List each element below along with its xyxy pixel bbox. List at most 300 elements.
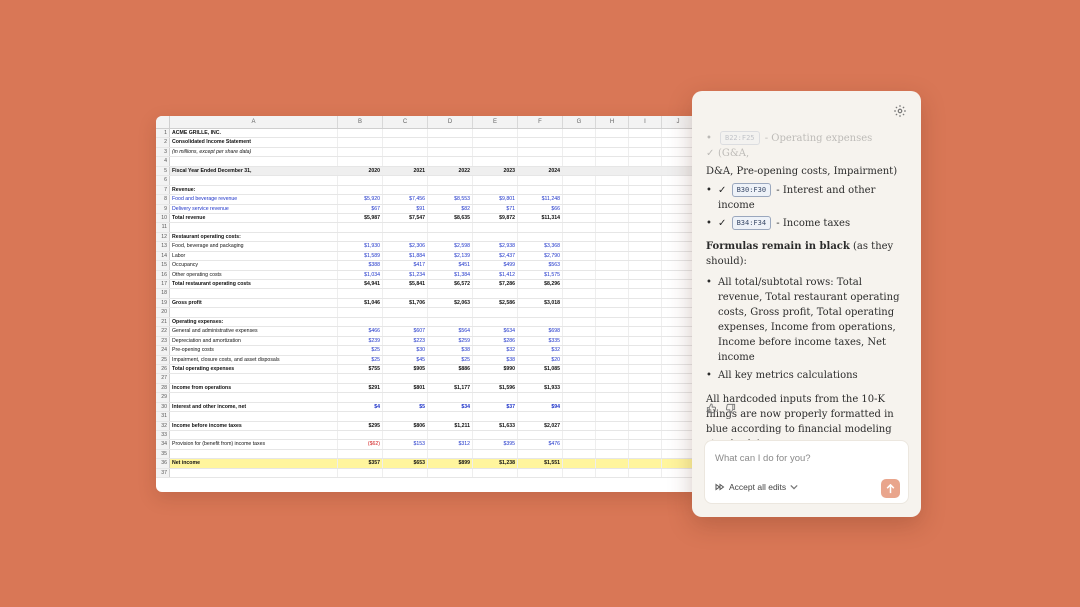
cell-empty[interactable] xyxy=(662,223,695,231)
row-number[interactable]: 18 xyxy=(156,289,170,297)
cell-value[interactable] xyxy=(338,374,383,382)
cell-empty[interactable] xyxy=(563,167,596,175)
cell-empty[interactable] xyxy=(563,129,596,137)
cell-label[interactable] xyxy=(170,289,338,297)
cell-empty[interactable] xyxy=(662,346,695,354)
cell-label[interactable]: Occupancy xyxy=(170,261,338,269)
row-number[interactable]: 6 xyxy=(156,176,170,184)
cell-empty[interactable] xyxy=(563,223,596,231)
cell-empty[interactable] xyxy=(563,450,596,458)
cell-empty[interactable] xyxy=(662,384,695,392)
cell-label[interactable]: Revenue: xyxy=(170,186,338,194)
row-number[interactable]: 4 xyxy=(156,157,170,165)
cell-value[interactable] xyxy=(473,450,518,458)
cell-empty[interactable] xyxy=(563,242,596,250)
cell-empty[interactable] xyxy=(596,214,629,222)
cell-empty[interactable] xyxy=(629,176,662,184)
cell-empty[interactable] xyxy=(596,271,629,279)
cell-value[interactable]: $5,920 xyxy=(338,195,383,203)
cell-value[interactable]: $1,384 xyxy=(428,271,473,279)
cell-value[interactable] xyxy=(428,431,473,439)
row-number[interactable]: 30 xyxy=(156,403,170,411)
cell-empty[interactable] xyxy=(662,403,695,411)
cell-empty[interactable] xyxy=(596,346,629,354)
cell-value[interactable] xyxy=(518,233,563,241)
cell-empty[interactable] xyxy=(563,138,596,146)
row-number[interactable]: 21 xyxy=(156,318,170,326)
cell-label[interactable]: Interest and other income, net xyxy=(170,403,338,411)
column-header-a[interactable]: A xyxy=(170,116,338,128)
cell-value[interactable]: $3,368 xyxy=(518,242,563,250)
cell-empty[interactable] xyxy=(662,157,695,165)
cell-label[interactable]: ACME GRILLE, INC. xyxy=(170,129,338,137)
row-number[interactable]: 33 xyxy=(156,431,170,439)
cell-label[interactable] xyxy=(170,412,338,420)
cell-value[interactable]: $634 xyxy=(473,327,518,335)
cell-empty[interactable] xyxy=(596,176,629,184)
cell-value[interactable] xyxy=(518,157,563,165)
cell-empty[interactable] xyxy=(629,214,662,222)
cell-empty[interactable] xyxy=(563,233,596,241)
cell-value[interactable]: $357 xyxy=(338,459,383,467)
cell-empty[interactable] xyxy=(629,374,662,382)
cell-value[interactable]: $45 xyxy=(383,356,428,364)
cell-empty[interactable] xyxy=(596,299,629,307)
cell-value[interactable] xyxy=(338,157,383,165)
cell-empty[interactable] xyxy=(563,186,596,194)
cell-value[interactable]: $11,248 xyxy=(518,195,563,203)
cell-empty[interactable] xyxy=(596,195,629,203)
row-number[interactable]: 29 xyxy=(156,393,170,401)
cell-empty[interactable] xyxy=(629,459,662,467)
cell-empty[interactable] xyxy=(563,374,596,382)
row-number[interactable]: 17 xyxy=(156,280,170,288)
cell-value[interactable]: $66 xyxy=(518,205,563,213)
cell-empty[interactable] xyxy=(596,327,629,335)
cell-value[interactable] xyxy=(428,148,473,156)
row-number[interactable]: 10 xyxy=(156,214,170,222)
cell-empty[interactable] xyxy=(563,384,596,392)
cell-label[interactable]: Operating expenses: xyxy=(170,318,338,326)
cell-empty[interactable] xyxy=(629,327,662,335)
cell-value[interactable] xyxy=(383,148,428,156)
cell-value[interactable]: $291 xyxy=(338,384,383,392)
cell-value[interactable] xyxy=(338,223,383,231)
cell-empty[interactable] xyxy=(563,148,596,156)
cell-value[interactable]: $801 xyxy=(383,384,428,392)
cell-value[interactable]: $563 xyxy=(518,261,563,269)
cell-value[interactable] xyxy=(473,469,518,477)
cell-value[interactable] xyxy=(428,374,473,382)
row-number[interactable]: 23 xyxy=(156,337,170,345)
cell-empty[interactable] xyxy=(596,412,629,420)
cell-value[interactable] xyxy=(428,138,473,146)
column-header-c[interactable]: C xyxy=(383,116,428,128)
cell-value[interactable]: $466 xyxy=(338,327,383,335)
cell-empty[interactable] xyxy=(662,271,695,279)
cell-empty[interactable] xyxy=(563,459,596,467)
cell-empty[interactable] xyxy=(629,393,662,401)
cell-value[interactable]: $67 xyxy=(338,205,383,213)
cell-value[interactable] xyxy=(338,129,383,137)
cell-value[interactable] xyxy=(473,374,518,382)
cell-value[interactable]: $2,790 xyxy=(518,252,563,260)
row-number[interactable]: 27 xyxy=(156,374,170,382)
cell-value[interactable] xyxy=(428,157,473,165)
cell-value[interactable] xyxy=(518,176,563,184)
cell-value[interactable]: $1,412 xyxy=(473,271,518,279)
column-header-h[interactable]: H xyxy=(596,116,629,128)
range-chip-b34-f34[interactable]: B34:F34 xyxy=(732,216,772,230)
cell-value[interactable] xyxy=(383,308,428,316)
cell-empty[interactable] xyxy=(563,205,596,213)
cell-value[interactable]: $2,139 xyxy=(428,252,473,260)
cell-empty[interactable] xyxy=(596,233,629,241)
cell-empty[interactable] xyxy=(629,195,662,203)
cell-label[interactable]: Consolidated Income Statement xyxy=(170,138,338,146)
cell-empty[interactable] xyxy=(662,176,695,184)
cell-value[interactable]: $312 xyxy=(428,440,473,448)
row-number[interactable]: 32 xyxy=(156,422,170,430)
column-header-f[interactable]: F xyxy=(518,116,563,128)
cell-value[interactable]: $2,027 xyxy=(518,422,563,430)
cell-empty[interactable] xyxy=(629,148,662,156)
cell-label[interactable]: Gross profit xyxy=(170,299,338,307)
cell-label[interactable]: Labor xyxy=(170,252,338,260)
row-number[interactable]: 14 xyxy=(156,252,170,260)
cell-empty[interactable] xyxy=(563,422,596,430)
cell-value[interactable]: $899 xyxy=(428,459,473,467)
cell-value[interactable]: $1,177 xyxy=(428,384,473,392)
cell-empty[interactable] xyxy=(629,280,662,288)
cell-label[interactable] xyxy=(170,308,338,316)
cell-label[interactable]: (in millions, except per share data) xyxy=(170,148,338,156)
cell-value[interactable]: $8,635 xyxy=(428,214,473,222)
cell-empty[interactable] xyxy=(662,148,695,156)
column-header-d[interactable]: D xyxy=(428,116,473,128)
cell-empty[interactable] xyxy=(563,195,596,203)
cell-empty[interactable] xyxy=(662,129,695,137)
cell-label[interactable] xyxy=(170,223,338,231)
cell-empty[interactable] xyxy=(596,289,629,297)
cell-empty[interactable] xyxy=(563,308,596,316)
cell-value[interactable]: $5 xyxy=(383,403,428,411)
cell-value[interactable] xyxy=(518,318,563,326)
row-number[interactable]: 19 xyxy=(156,299,170,307)
cell-label[interactable]: Food and beverage revenue xyxy=(170,195,338,203)
cell-empty[interactable] xyxy=(629,129,662,137)
cell-empty[interactable] xyxy=(629,167,662,175)
cell-value[interactable]: $5,987 xyxy=(338,214,383,222)
cell-empty[interactable] xyxy=(662,289,695,297)
cell-value[interactable] xyxy=(473,148,518,156)
cell-empty[interactable] xyxy=(596,337,629,345)
cell-value[interactable] xyxy=(383,393,428,401)
cell-value[interactable]: $34 xyxy=(428,403,473,411)
cell-value[interactable] xyxy=(428,469,473,477)
cell-value[interactable]: $2,437 xyxy=(473,252,518,260)
cell-empty[interactable] xyxy=(629,299,662,307)
cell-value[interactable] xyxy=(338,393,383,401)
cell-value[interactable]: $417 xyxy=(383,261,428,269)
cell-value[interactable] xyxy=(428,129,473,137)
cell-value[interactable] xyxy=(383,176,428,184)
cell-empty[interactable] xyxy=(629,242,662,250)
cell-value[interactable] xyxy=(383,374,428,382)
cell-value[interactable]: $7,286 xyxy=(473,280,518,288)
cell-empty[interactable] xyxy=(629,346,662,354)
cell-value[interactable]: 2022 xyxy=(428,167,473,175)
cell-value[interactable]: $388 xyxy=(338,261,383,269)
cell-label[interactable]: General and administrative expenses xyxy=(170,327,338,335)
cell-value[interactable]: $1,575 xyxy=(518,271,563,279)
cell-value[interactable]: $886 xyxy=(428,365,473,373)
cell-value[interactable] xyxy=(473,138,518,146)
select-all-corner[interactable] xyxy=(156,116,170,128)
cell-value[interactable]: $2,598 xyxy=(428,242,473,250)
cell-empty[interactable] xyxy=(629,384,662,392)
cell-label[interactable]: Provision for (benefit from) income taxes xyxy=(170,440,338,448)
cell-empty[interactable] xyxy=(563,356,596,364)
cell-label[interactable] xyxy=(170,374,338,382)
cell-empty[interactable] xyxy=(662,280,695,288)
cell-empty[interactable] xyxy=(629,233,662,241)
cell-value[interactable] xyxy=(428,308,473,316)
cell-empty[interactable] xyxy=(662,440,695,448)
cell-value[interactable]: $1,211 xyxy=(428,422,473,430)
cell-empty[interactable] xyxy=(662,167,695,175)
cell-value[interactable]: $476 xyxy=(518,440,563,448)
cell-empty[interactable] xyxy=(596,318,629,326)
cell-value[interactable]: $335 xyxy=(518,337,563,345)
cell-value[interactable] xyxy=(383,157,428,165)
cell-value[interactable]: $295 xyxy=(338,422,383,430)
cell-empty[interactable] xyxy=(596,440,629,448)
cell-value[interactable] xyxy=(338,186,383,194)
cell-value[interactable] xyxy=(383,469,428,477)
cell-empty[interactable] xyxy=(662,195,695,203)
row-number[interactable]: 22 xyxy=(156,327,170,335)
cell-value[interactable]: $4 xyxy=(338,403,383,411)
cell-value[interactable]: $1,596 xyxy=(473,384,518,392)
cell-empty[interactable] xyxy=(629,440,662,448)
cell-value[interactable]: $1,234 xyxy=(383,271,428,279)
cell-empty[interactable] xyxy=(563,327,596,335)
cell-value[interactable]: $1,085 xyxy=(518,365,563,373)
cell-empty[interactable] xyxy=(662,337,695,345)
cell-empty[interactable] xyxy=(629,365,662,373)
cell-empty[interactable] xyxy=(629,412,662,420)
cell-value[interactable] xyxy=(518,431,563,439)
thumbs-up-icon[interactable] xyxy=(706,403,717,414)
row-number[interactable]: 25 xyxy=(156,356,170,364)
cell-value[interactable] xyxy=(428,393,473,401)
cell-empty[interactable] xyxy=(662,422,695,430)
cell-value[interactable]: $1,633 xyxy=(473,422,518,430)
cell-value[interactable]: $38 xyxy=(428,346,473,354)
cell-empty[interactable] xyxy=(662,214,695,222)
row-number[interactable]: 15 xyxy=(156,261,170,269)
range-chip-b30-f30[interactable]: B30:F30 xyxy=(732,183,772,197)
cell-value[interactable]: $4,941 xyxy=(338,280,383,288)
cell-value[interactable] xyxy=(383,289,428,297)
cell-empty[interactable] xyxy=(596,129,629,137)
cell-empty[interactable] xyxy=(629,422,662,430)
cell-empty[interactable] xyxy=(662,186,695,194)
cell-label[interactable]: Total restaurant operating costs xyxy=(170,280,338,288)
cell-value[interactable] xyxy=(428,289,473,297)
cell-empty[interactable] xyxy=(662,365,695,373)
cell-empty[interactable] xyxy=(629,271,662,279)
cell-label[interactable] xyxy=(170,157,338,165)
cell-empty[interactable] xyxy=(596,205,629,213)
cell-value[interactable]: $607 xyxy=(383,327,428,335)
cell-empty[interactable] xyxy=(662,469,695,477)
cell-value[interactable] xyxy=(518,412,563,420)
cell-label[interactable] xyxy=(170,393,338,401)
cell-label[interactable]: Depreciation and amortization xyxy=(170,337,338,345)
cell-label[interactable]: Income before income taxes xyxy=(170,422,338,430)
cell-value[interactable] xyxy=(518,129,563,137)
cell-value[interactable] xyxy=(383,129,428,137)
cell-value[interactable]: $9,801 xyxy=(473,195,518,203)
cell-empty[interactable] xyxy=(662,205,695,213)
cell-value[interactable] xyxy=(518,138,563,146)
cell-value[interactable] xyxy=(383,233,428,241)
cell-value[interactable]: $499 xyxy=(473,261,518,269)
row-number[interactable]: 37 xyxy=(156,469,170,477)
cell-value[interactable] xyxy=(338,308,383,316)
cell-value[interactable] xyxy=(338,469,383,477)
cell-label[interactable]: Delivery service revenue xyxy=(170,205,338,213)
cell-value[interactable] xyxy=(383,223,428,231)
cell-value[interactable] xyxy=(473,233,518,241)
cell-value[interactable]: $91 xyxy=(383,205,428,213)
cell-value[interactable]: $8,553 xyxy=(428,195,473,203)
cell-empty[interactable] xyxy=(596,223,629,231)
cell-value[interactable]: $153 xyxy=(383,440,428,448)
cell-value[interactable] xyxy=(473,431,518,439)
cell-value[interactable]: $7,456 xyxy=(383,195,428,203)
column-header-g[interactable]: G xyxy=(563,116,596,128)
cell-value[interactable]: $25 xyxy=(428,356,473,364)
row-number[interactable]: 31 xyxy=(156,412,170,420)
cell-empty[interactable] xyxy=(596,365,629,373)
row-number[interactable]: 5 xyxy=(156,167,170,175)
cell-value[interactable] xyxy=(518,289,563,297)
cell-value[interactable]: $82 xyxy=(428,205,473,213)
row-number[interactable]: 2 xyxy=(156,138,170,146)
cell-empty[interactable] xyxy=(629,356,662,364)
row-number[interactable]: 8 xyxy=(156,195,170,203)
cell-empty[interactable] xyxy=(563,176,596,184)
cell-empty[interactable] xyxy=(596,280,629,288)
cell-value[interactable]: $25 xyxy=(338,356,383,364)
cell-value[interactable] xyxy=(383,450,428,458)
cell-empty[interactable] xyxy=(596,469,629,477)
cell-empty[interactable] xyxy=(629,318,662,326)
cell-label[interactable] xyxy=(170,176,338,184)
cell-empty[interactable] xyxy=(596,148,629,156)
cell-value[interactable] xyxy=(428,186,473,194)
cell-value[interactable] xyxy=(473,318,518,326)
cell-empty[interactable] xyxy=(629,431,662,439)
cell-value[interactable]: $653 xyxy=(383,459,428,467)
cell-value[interactable]: $698 xyxy=(518,327,563,335)
cell-value[interactable]: 2020 xyxy=(338,167,383,175)
cell-empty[interactable] xyxy=(596,422,629,430)
cell-empty[interactable] xyxy=(596,431,629,439)
cell-empty[interactable] xyxy=(662,242,695,250)
cell-value[interactable]: $7,547 xyxy=(383,214,428,222)
cell-value[interactable]: ($62) xyxy=(338,440,383,448)
cell-empty[interactable] xyxy=(662,252,695,260)
accept-all-edits-button[interactable] xyxy=(715,482,798,492)
message-input[interactable] xyxy=(715,450,895,466)
cell-empty[interactable] xyxy=(596,459,629,467)
cell-value[interactable] xyxy=(518,374,563,382)
cell-value[interactable] xyxy=(383,138,428,146)
cell-value[interactable] xyxy=(428,450,473,458)
cell-empty[interactable] xyxy=(662,308,695,316)
cell-empty[interactable] xyxy=(563,337,596,345)
row-number[interactable]: 35 xyxy=(156,450,170,458)
cell-empty[interactable] xyxy=(662,431,695,439)
cell-label[interactable]: Impairment, closure costs, and asset disposals xyxy=(170,356,338,364)
cell-value[interactable] xyxy=(473,186,518,194)
cell-value[interactable]: 2024 xyxy=(518,167,563,175)
cell-empty[interactable] xyxy=(596,384,629,392)
cell-value[interactable]: $1,589 xyxy=(338,252,383,260)
cell-value[interactable] xyxy=(338,412,383,420)
cell-label[interactable] xyxy=(170,450,338,458)
row-number[interactable]: 7 xyxy=(156,186,170,194)
cell-value[interactable]: $9,872 xyxy=(473,214,518,222)
cell-value[interactable] xyxy=(518,148,563,156)
cell-value[interactable]: $32 xyxy=(518,346,563,354)
cell-value[interactable]: $564 xyxy=(428,327,473,335)
cell-empty[interactable] xyxy=(563,271,596,279)
cell-value[interactable]: $286 xyxy=(473,337,518,345)
cell-value[interactable]: $1,933 xyxy=(518,384,563,392)
row-number[interactable]: 28 xyxy=(156,384,170,392)
cell-value[interactable] xyxy=(428,233,473,241)
cell-empty[interactable] xyxy=(563,469,596,477)
cell-label[interactable]: Other operating costs xyxy=(170,271,338,279)
cell-empty[interactable] xyxy=(662,233,695,241)
cell-empty[interactable] xyxy=(596,252,629,260)
cell-value[interactable] xyxy=(383,412,428,420)
cell-label[interactable]: Total operating expenses xyxy=(170,365,338,373)
column-header-i[interactable]: I xyxy=(629,116,662,128)
cell-value[interactable] xyxy=(428,223,473,231)
cell-empty[interactable] xyxy=(596,261,629,269)
range-chip-b22-f25[interactable]: B22:F25 xyxy=(720,131,760,145)
cell-value[interactable]: $25 xyxy=(338,346,383,354)
cell-label[interactable]: Total revenue xyxy=(170,214,338,222)
cell-label[interactable]: Restaurant operating costs: xyxy=(170,233,338,241)
cell-empty[interactable] xyxy=(629,223,662,231)
cell-value[interactable] xyxy=(473,223,518,231)
cell-empty[interactable] xyxy=(662,450,695,458)
cell-label[interactable] xyxy=(170,469,338,477)
cell-value[interactable]: $2,063 xyxy=(428,299,473,307)
row-number[interactable]: 12 xyxy=(156,233,170,241)
row-number[interactable]: 1 xyxy=(156,129,170,137)
cell-value[interactable]: $905 xyxy=(383,365,428,373)
cell-value[interactable]: 2023 xyxy=(473,167,518,175)
cell-value[interactable] xyxy=(338,318,383,326)
